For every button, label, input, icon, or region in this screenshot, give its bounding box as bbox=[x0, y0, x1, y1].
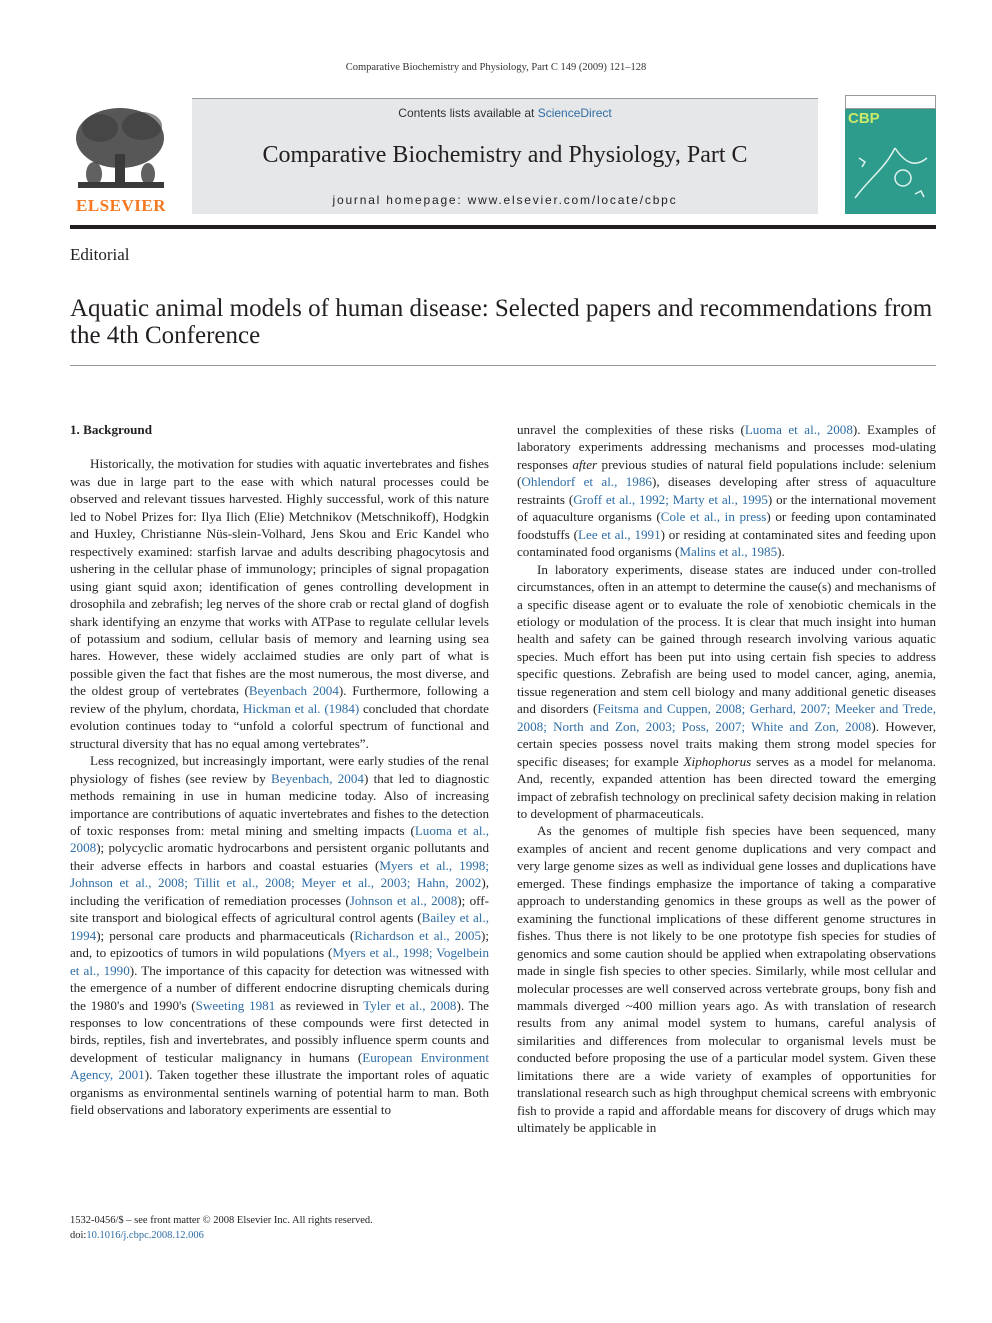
body-column-right bbox=[517, 421, 936, 1137]
contents-prefix: Contents lists available at bbox=[398, 106, 538, 120]
journal-title: Comparative Biochemistry and Physiology, Part C bbox=[262, 142, 748, 168]
reference-link[interactable]: Cole et al., in press bbox=[660, 509, 767, 525]
article-title: Aquatic animal models of human disease: Selected papers and recommendations from the 4th Conference bbox=[70, 295, 933, 349]
reference-link[interactable]: Myers et al., 1998; Johnson et al., 2008; Tillit et al., 2008; Meyer et al., 2003; Hahn, 2002 bbox=[70, 857, 489, 891]
reference-link[interactable]: Richardson et al., 2005 bbox=[354, 927, 481, 943]
journal-cover-header bbox=[845, 95, 936, 109]
reference-link[interactable]: Luoma et al., 2008 bbox=[744, 422, 853, 437]
reference-link[interactable]: Lee et al., 1991 bbox=[578, 526, 661, 542]
paragraph: Historically, the motivation for studies with aquatic invertebrates and fishes was due in large part to the ease with which natural processes could be observed and relevant tissues harvested. Highly successful, work of this nature led to Nobel Prizes for: Ilya Ilich (Elie) Metchnikov (Metschnikoff), Hodgkin and Huxley, Christianne Nüs-slein-Volhard, Jens Skou and Eric Kandel who respectively examined: starfish larvae and adults describing phagocytosis and ushering in the cellular phase of immunology; principles of signal propagation using giant squid axon; identification of genes controlling development in drosophila and zebrafish; leg nerves of the shore crab or rectal gland of dogfish shark identifying an enzyme that works with ATPase to regulate cellular levels of potassium and sodium, cellular basis of memory and learning using sea hares. However, these widely acclaimed studies are only part of what is possible given the fact that fishes are the most numerous, the most diverse, and the oldest group of vertebrates (Beyenbach 2004). Furthermore, following a review of the phylum, chordata, Hickman et al. (1984) concluded that chordate evolution continues today to “unfold a colorful spectrum of functional and structural diversity that has no equal among vertebrates”. bbox=[70, 456, 489, 751]
homepage-url-link[interactable]: www.elsevier.com/locate/cbpc bbox=[467, 193, 678, 207]
paragraph: unravel the complexities of these risks (Luoma et al., 2008). Examples of laboratory experiments addressing mechanisms and processes mod-ulating responses after previous studies of natural field populations include: selenium (Ohlendorf et al., 1986), diseases developing after stress of aquaculture restraints (Groff et al., 1992; Marty et al., 1995) or the international movement of aquaculture organisms (Cole et al., in press) or feeding upon contaminated foodstuffs (Lee et al., 1991) or residing at contaminated sites and feeding upon contaminated food organisms (Malins et al., 1985). bbox=[517, 422, 937, 560]
reference-link[interactable]: Tyler et al., 2008 bbox=[363, 997, 457, 1013]
title-divider bbox=[70, 365, 936, 366]
paragraph: Less recognized, but increasingly important, were early studies of the renal physiology of fishes (see review by Beyenbach, 2004) that led to diagnostic methods remaining in use in human medicine today. Also of increasing importance are contributions of aquatic invertebrates and fishes to the detection of toxic responses from: metal mining and smelting impacts (Luoma et al., 2008); polycyclic aromatic hydrocarbons and persistent organic pollutants and their adverse effects in harbors and coastal estuaries (Myers et al., 1998; Johnson et al., 2008; Tillit et al., 2008; Meyer et al., 2003; Hahn, 2002), including the verification of remediation processes (Johnson et al., 2008); off-site transport and biological effects of agricultural control agents (Bailey et al., 1994); personal care products and pharmaceuticals (Richardson et al., 2005); and, to epizootics of tumors in wild populations (Myers et al., 1998; Vogelbein et al., 1990). The importance of this capacity for detection was witnessed with the emergence of a number of different endocrine disrupting chemicals during the 1980's and 1990's (Sweeting 1981 as reviewed in Tyler et al., 2008). The responses to low concentrations of these compounds were first detected in birds, reptiles, fish and invertebrates, and possibly influence sperm counts and development of testicular malignancy in humans (European Environment Agency, 2001). Taken together these illustrate the important roles of aquatic organisms as environmental sentinels warning of potential harm to man. Both field observations and laboratory experiments are essential to bbox=[70, 753, 490, 1118]
journal-cover-abbrev: CBP bbox=[848, 110, 880, 127]
journal-homepage bbox=[192, 193, 818, 207]
banner-rule bbox=[192, 98, 818, 99]
reference-link[interactable]: Hickman et al. (1984) bbox=[242, 700, 360, 716]
reference-link[interactable]: European Environment Agency, 2001 bbox=[70, 1049, 489, 1083]
reference-link[interactable]: Sweeting 1981 bbox=[195, 997, 276, 1013]
reference-link[interactable]: Ohlendorf et al., 1986 bbox=[521, 474, 652, 490]
publisher-wordmark: ELSEVIER bbox=[76, 196, 166, 215]
reference-link[interactable]: Johnson et al., 2008 bbox=[349, 892, 458, 908]
doi-link[interactable]: 10.1016/j.cbpc.2008.12.006 bbox=[86, 1230, 204, 1241]
contents-line bbox=[192, 106, 818, 120]
homepage-prefix: journal homepage: bbox=[332, 193, 468, 207]
copyright-line: 1532-0456/$ – see front matter © 2008 Elsevier Inc. All rights reserved. bbox=[70, 1215, 373, 1226]
article-type: Editorial bbox=[70, 245, 130, 264]
cover-artwork bbox=[845, 128, 936, 214]
doi-line: doi:10.1016/j.cbpc.2008.12.006 bbox=[70, 1230, 204, 1241]
reference-link[interactable]: Groff et al., 1992; Marty et al., 1995 bbox=[573, 491, 768, 507]
page-footer bbox=[70, 1213, 373, 1243]
reference-link[interactable]: Feitsma and Cuppen, 2008; Gerhard, 2007; Meeker and Trede, 2008; North and Zon, 2003; Poss, 2007; White and Zon, 2008 bbox=[517, 701, 936, 734]
paragraph: In laboratory experiments, disease states are induced under con-trolled circumstances, often in an attempt to determine the cause(s) and mechanisms of a specific disease agent or to evaluate the role of xenobiotic chemicals in the etiology or modulation of the process. It is clear that much insight into human health and safety can be gained through research involving various aquatic species. Much effort has been put into using certain fish species to address specific questions. Zebrafish are being used to model cancer, aging, anemia, tissue regeneration and stem cell biology and many additional genetic diseases and disorders (Feitsma and Cuppen, 2008; Gerhard, 2007; Meeker and Trede, 2008; North and Zon, 2003; Poss, 2007; White and Zon, 2008). However, certain species possess novel traits making them strong model species for specific diseases; for example Xiphophorus serves as a model for melanoma. And, recently, expanded attention has been directed toward the emerging impact of zebrafish technology on preclinical safety decision making in relation to development of pharmaceuticals. bbox=[517, 561, 936, 821]
header-divider bbox=[70, 225, 936, 229]
reference-link[interactable]: Myers et al., 1998; Vogelbein et al., 1990 bbox=[70, 945, 489, 978]
body-column-left bbox=[70, 421, 489, 1119]
paragraph: As the genomes of multiple fish species have been sequenced, many examples of ancient and recent genome duplications and very compact and very large genome sizes as well as individual gene losses and duplications have emerged. These findings emphasize the importance of taking a comparative approach to understanding genomics in these groups as well as the power of examining the functional implications of these different genome structures in fishes. Thus there is not likely to be one prototype fish species for studies of genomics and some caution should be applied when extrapolating observations made in single fish species to other species. Similarly, while most cellular and molecular processes are well conserved across vertebrate groups, bony fish and mammals diverged ~400 million years ago. As with translation of research results from any animal model system to humans, careful analysis of similarities and differences from molecular to organismal levels must be conducted before proposing the use of a particular model system. Given these limitations there are a wide variety of examples of opportunities for translational research such as high throughput chemical screens with embryonic fish to provide a rapid and affordable means for discovery of drugs which may ultimately be applicable in bbox=[517, 823, 936, 1136]
section-heading: 1. Background bbox=[70, 422, 152, 437]
reference-link[interactable]: Malins et al., 1985 bbox=[679, 544, 778, 560]
sciencedirect-link[interactable]: ScienceDirect bbox=[537, 106, 612, 120]
reference-link[interactable]: Bailey et al., 1994 bbox=[70, 910, 489, 943]
reference-link[interactable]: Beyenbach 2004 bbox=[248, 683, 339, 699]
journal-citation: Comparative Biochemistry and Physiology, Part C 149 (2009) 121–128 bbox=[345, 62, 647, 73]
reference-link[interactable]: Beyenbach, 2004 bbox=[271, 770, 364, 786]
reference-link[interactable]: Luoma et al., 2008 bbox=[70, 822, 489, 856]
